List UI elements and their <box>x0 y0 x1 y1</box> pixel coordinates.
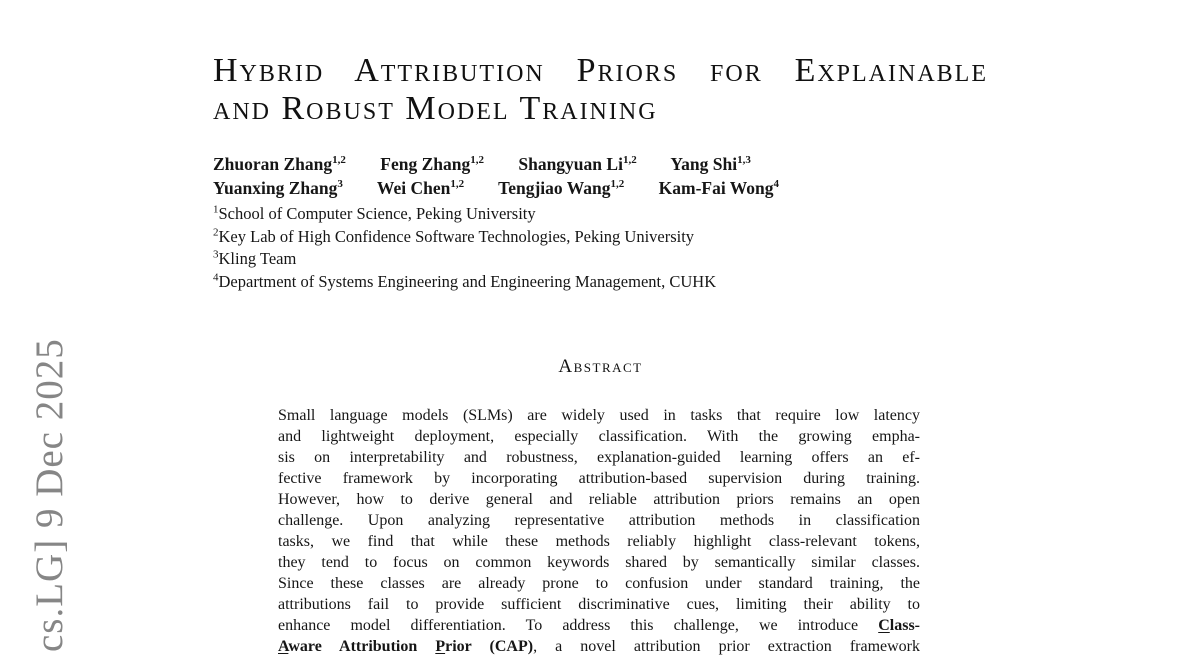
author: Yang Shi$^{1,3}$ <box>670 154 751 174</box>
affiliation: $^4$Department of Systems Engineering and Engineering Management, CUHK <box>213 271 717 291</box>
abstract-line: they tend to focus on common keywords shared by semantically similar classes. <box>278 554 920 571</box>
affiliation: $^3$Kling Team <box>213 248 297 268</box>
author-row-1 <box>213 153 988 177</box>
author-affil-sup: 1,2 <box>610 177 625 190</box>
affil-sup: 2 <box>213 226 219 238</box>
abstract-line: fective framework by incorporating attribution-based supervision during training. <box>278 470 920 487</box>
author-affil-sup: 1,2 <box>470 154 484 167</box>
affiliation: $^2$Key Lab of High Confidence Software Technologies, Peking University <box>213 226 695 246</box>
abstract-line: sis on interpretability and robustness, explanation-guided learning offers an ef- <box>278 449 920 466</box>
author-affil-sup: 1,2 <box>450 177 465 190</box>
paper-title-line2: and Robust Model Training <box>213 90 658 127</box>
affil-sup: 1 <box>213 203 219 216</box>
author: Wei Chen$^{1,2}$ <box>376 177 465 198</box>
abstract-heading: Abstract <box>558 356 643 377</box>
abstract-line: Since these classes are already prone to confusion under standard training, the <box>278 575 920 592</box>
author: Shangyuan Li$^{1,2}$ <box>518 154 637 174</box>
author: Kam-Fai Wong$^4$ <box>658 177 780 198</box>
abstract-line: Aware Attribution Prior (CAP), a novel attribution prior extraction framework <box>278 638 920 655</box>
abstract-line: tasks, we find that while these methods reliably highlight class-relevant tokens, <box>278 533 920 550</box>
paper-title <box>213 52 988 128</box>
author-block <box>213 153 988 200</box>
affiliation-block <box>213 203 988 293</box>
abstract-line: attributions fail to provide sufficient discriminative cues, limiting their ability to <box>278 596 920 613</box>
affil-sup: 3 <box>213 248 219 261</box>
author: Zhuoran Zhang$^{1,2}$ <box>213 154 346 174</box>
paper-page <box>213 52 988 657</box>
affiliation: $^1$School of Computer Science, Peking University <box>213 203 536 223</box>
author-row-2 <box>213 177 988 201</box>
abstract-line: and lightweight deployment, especially classification. With the growing empha- <box>278 428 920 445</box>
author-affil-sup: 4 <box>773 177 780 190</box>
paper-title-line1: Hybrid Attribution Priors for Explainable <box>213 52 988 89</box>
abstract-line: enhance model differentiation. To address this challenge, we introduce Class- <box>278 617 920 634</box>
affil-sup: 4 <box>213 271 219 283</box>
abstract-line: challenge. Upon analyzing representative attribution methods in classification <box>278 512 920 529</box>
author-affil-sup: 1,3 <box>737 154 751 167</box>
arxiv-watermark: cs.LG] 9 Dec 2025 <box>28 338 71 652</box>
author-affil-sup: 3 <box>337 177 343 190</box>
author: Yuanxing Zhang$^3$ <box>213 177 343 198</box>
author: Feng Zhang$^{1,2}$ <box>380 154 484 174</box>
abstract-line: Small language models (SLMs) are widely used in tasks that require low latency <box>278 407 920 424</box>
abstract-body <box>278 405 920 657</box>
author: Tengjiao Wang$^{1,2}$ <box>498 177 625 198</box>
author-affil-sup: 1,2 <box>622 154 637 167</box>
author-affil-sup: 1,2 <box>332 154 346 167</box>
abstract-line: However, how to derive general and reliable attribution priors remains an open <box>278 491 920 508</box>
